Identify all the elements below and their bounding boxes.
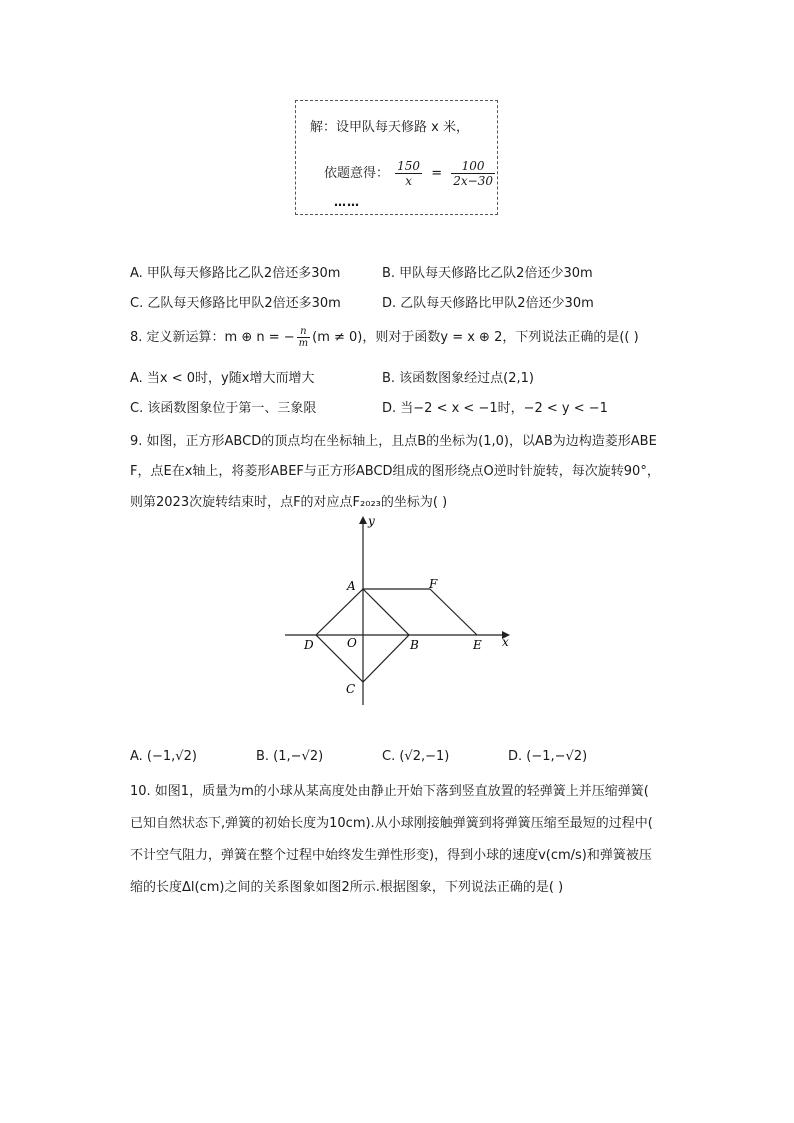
q9-option-c: C. (√2,−1) <box>382 749 450 764</box>
q8-fraction-n-over-m <box>297 326 310 349</box>
solution-line-1: 解：设甲队每天修路 x 米， <box>310 120 469 135</box>
fraction-150-over-x <box>395 159 422 188</box>
label-y: y <box>368 514 375 528</box>
q10-stem-line-1: 10. 如图1，质量为m的小球从某高度处由静止开始下落到竖直放置的轻弹簧上并压缩弹簧( <box>130 784 649 799</box>
q9-stem-line-3: 则第2023次旋转结束时，点F的对应点F₂₀₂₃的坐标为( ) <box>130 495 448 510</box>
q9-option-a: A. (−1,√2) <box>130 749 197 764</box>
q10-stem-line-4: 缩的长度Δl(cm)之间的关系图象如图2所示.根据图象，下列说法正确的是( ) <box>130 880 564 895</box>
label-x: x <box>502 635 509 649</box>
solution-equation <box>324 159 497 188</box>
fraction-numerator: 100 <box>451 159 495 174</box>
q10-stem-line-3: 不计空气阻力，弹簧在整个过程中始终发生弹性形变)，得到小球的速度v(cm/s)和弹簧被压 <box>130 848 652 863</box>
q8-stem-end: (m ≠ 0)，则对于函数y = x ⊕ 2，下列说法正确的是(( ) <box>312 330 639 345</box>
q8-option-c: C. 该函数图象位于第一、三象限 <box>130 401 317 416</box>
label-d: D <box>304 638 314 652</box>
y-axis-arrow <box>359 516 367 524</box>
solution-box <box>295 100 498 215</box>
fraction-denominator: m <box>298 338 309 349</box>
segment-fe <box>430 589 477 635</box>
label-c: C <box>346 682 356 696</box>
label-o: O <box>347 636 357 650</box>
q9-figure <box>280 510 520 710</box>
equation-prefix: 依题意得： <box>324 166 390 181</box>
ellipsis-dots: …… <box>334 195 360 209</box>
q7-option-c: C. 乙队每天修路比甲队2倍还多30m <box>130 296 341 311</box>
q7-option-b: B. 甲队每天修路比乙队2倍还少30m <box>382 266 593 281</box>
fraction-numerator: n <box>297 326 310 338</box>
q8-stem <box>130 326 690 349</box>
fraction-denominator: x <box>405 174 412 188</box>
fraction-numerator: 150 <box>397 159 421 173</box>
q9-stem-line-1: 9. 如图，正方形ABCD的顶点均在坐标轴上，且点B的坐标为(1,0)，以AB为边构造菱形ABE <box>130 434 657 449</box>
q8-stem-start: 8. 定义新运算：m ⊕ n = − <box>130 330 295 345</box>
label-e: E <box>473 638 482 652</box>
equals-sign: = <box>431 166 443 181</box>
q8-option-a: A. 当x < 0时，y随x增大而增大 <box>130 371 315 386</box>
q9-stem-line-2: F，点E在x轴上，将菱形ABEF与正方形ABCD组成的图形绕点O逆时针旋转，每次旋转90°， <box>130 464 660 479</box>
label-f: F <box>429 577 438 591</box>
q8-option-b: B. 该函数图象经过点(2,1) <box>382 371 535 386</box>
q9-option-d: D. (−1,−√2) <box>508 749 588 764</box>
label-b: B <box>410 638 419 652</box>
q9-option-b: B. (1,−√2) <box>256 749 324 764</box>
q7-option-a: A. 甲队每天修路比乙队2倍还多30m <box>130 266 341 281</box>
label-a: A <box>347 579 356 593</box>
fraction-100-over-2x-30 <box>451 159 495 188</box>
q10-stem-line-2: 已知自然状态下,弹簧的初始长度为10cm).从小球刚接触弹簧到将弹簧压缩至最短的过程中( <box>130 816 653 831</box>
q7-option-d: D. 乙队每天修路比甲队2倍还少30m <box>382 296 594 311</box>
q8-option-d: D. 当−2 < x < −1时，−2 < y < −1 <box>382 401 608 416</box>
fraction-denominator: 2x−30 <box>453 174 493 188</box>
